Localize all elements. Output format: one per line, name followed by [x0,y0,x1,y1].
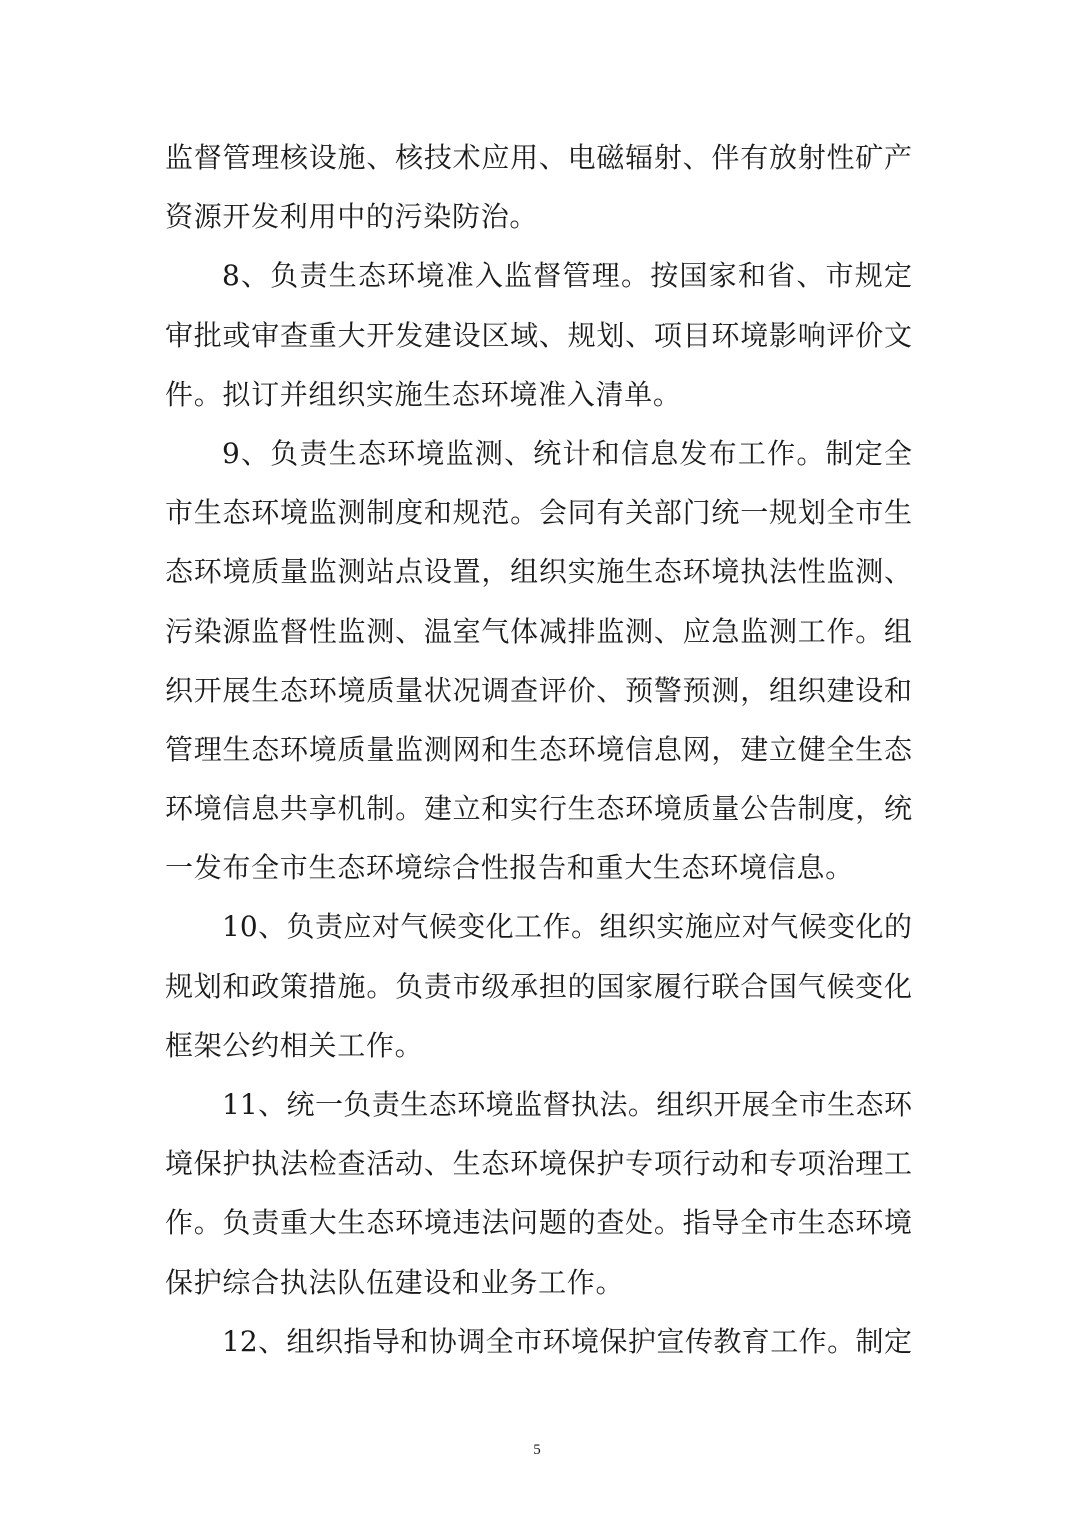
text-line: 9、负责生态环境监测、统计和信息发布工作。制定全 [222,436,912,470]
text-line: 境保护执法检查活动、生态环境保护专项行动和专项治理工 [165,1147,912,1181]
text-line: 12、组织指导和协调全市环境保护宣传教育工作。制定 [222,1324,912,1358]
text-line: 织开展生态环境质量状况调查评价、预警预测，组织建设和 [165,673,912,707]
document-body [165,128,912,1371]
text-line: 态环境质量监测站点设置，组织实施生态环境执法性监测、 [165,555,912,589]
text-line: 污染源监督性监测、温室气体减排监测、应急监测工作。组 [165,614,912,648]
text-line: 市生态环境监测制度和规范。会同有关部门统一规划全市生 [165,496,912,530]
text-line: 11、统一负责生态环境监督执法。组织开展全市生态环 [222,1088,912,1121]
text-line: 监督管理核设施、核技术应用、电磁辐射、伴有放射性矿产 [165,141,912,174]
text-line: 规划和政策措施。负责市级承担的国家履行联合国气候变化 [165,969,912,1003]
text-line: 资源开发利用中的污染防治。 [165,200,539,234]
paragraph-item-8 [165,246,912,424]
text-line: 件。拟订并组织实施生态环境准入清单。 [165,377,682,411]
paragraph-item-10 [165,897,912,1075]
text-line: 作。负责重大生态环境违法问题的查处。指导全市生态环境 [165,1206,912,1240]
page-number: 5 [533,1442,541,1458]
text-line: 环境信息共享机制。建立和实行生态环境质量公告制度，统 [165,792,912,826]
paragraph-item-9 [165,424,912,898]
text-line: 一发布全市生态环境综合性报告和重大生态环境信息。 [165,851,854,885]
text-line: 管理生态环境质量监测网和生态环境信息网，建立健全生态 [165,732,912,766]
text-line: 审批或审查重大开发建设区域、规划、项目环境影响评价文 [165,318,912,352]
text-line: 框架公约相关工作。 [165,1028,424,1062]
paragraph-item-12 [165,1312,912,1371]
text-line: 10、负责应对气候变化工作。组织实施应对气候变化的 [222,910,912,944]
paragraph-item-11 [165,1075,912,1312]
text-line: 保护综合执法队伍建设和业务工作。 [165,1265,625,1299]
text-line: 8、负责生态环境准入监督管理。按国家和省、市规定 [222,259,912,293]
paragraph-continuation [165,128,912,246]
